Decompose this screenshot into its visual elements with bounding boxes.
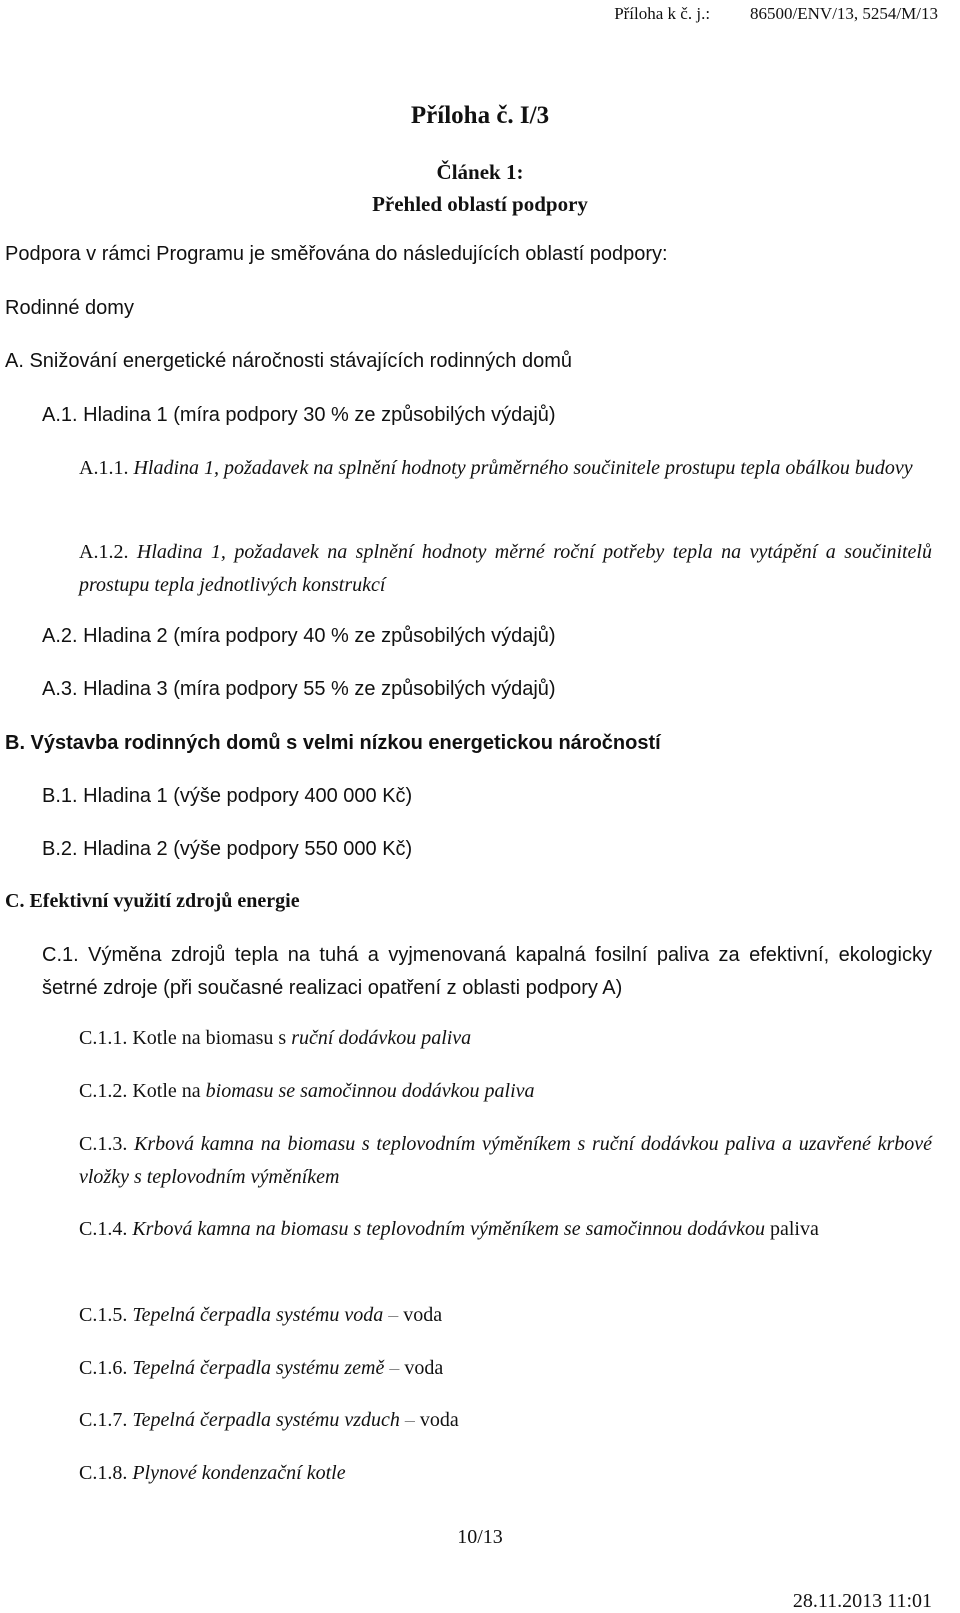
article-name: Přehled oblastí podpory <box>372 192 588 216</box>
header-reference: 86500/ENV/13, 5254/M/13 <box>750 4 938 23</box>
item-c18 <box>79 1462 346 1485</box>
item-a12-text: Hladina 1, požadavek na splnění hodnoty měrné roční potřeby tepla na vytápění a součinitelů prostupu tepla jednotlivých konstrukcí <box>79 541 932 596</box>
item-c14-italic: Krbová kamna na biomasu s teplovodním výměníkem se samočinnou dodávkou <box>132 1218 765 1240</box>
item-c16-text: voda <box>404 1357 444 1379</box>
article-number: Článek 1: <box>436 160 524 184</box>
item-c11-text: Kotle na biomasu s <box>132 1027 287 1049</box>
intro-text: Podpora v rámci Programu je směřována do následujících oblastí podpory: <box>5 243 668 265</box>
page-number: 10/13 <box>457 1526 503 1548</box>
item-c17-dash: – <box>404 1409 415 1431</box>
item-a12-number: A.1.2. <box>79 541 129 563</box>
item-c13-italic: Krbová kamna na biomasu s teplovodním výměníkem s ruční dodávkou paliva a uzavřené krbové vložky s teplovodním výměníkem <box>79 1133 933 1188</box>
item-b2: B.2. Hladina 2 (výše podpory 550 000 Kč) <box>42 838 413 860</box>
page-title: Příloha č. I/3 <box>410 102 550 129</box>
section-heading-rodinne-domy: Rodinné domy <box>5 297 134 319</box>
item-a12 <box>79 536 932 602</box>
item-a3: A.3. Hladina 3 (míra podpory 55 % ze způsobilých výdajů) <box>42 678 556 700</box>
item-a1: A.1. Hladina 1 (míra podpory 30 % ze způsobilých výdajů) <box>42 404 556 426</box>
item-c15-dash: – <box>388 1304 399 1326</box>
item-c15-number: C.1.5. <box>79 1304 128 1326</box>
item-c18-number: C.1.8. <box>79 1462 128 1484</box>
item-a2: A.2. Hladina 2 (míra podpory 40 % ze způsobilých výdajů) <box>42 625 556 647</box>
item-c17 <box>79 1409 459 1432</box>
item-c14-text: paliva <box>770 1218 819 1240</box>
section-b-heading: B. Výstavba rodinných domů s velmi nízkou energetickou náročností <box>5 732 661 754</box>
item-a11 <box>79 452 932 485</box>
item-c17-italic: Tepelná čerpadla systému vzduch <box>132 1409 400 1431</box>
item-c16 <box>79 1357 443 1380</box>
item-c12-italic: biomasu se samočinnou dodávkou paliva <box>205 1080 535 1102</box>
item-c13 <box>79 1128 932 1194</box>
page-header <box>614 4 938 24</box>
item-a11-text: Hladina 1, požadavek na splnění hodnoty průměrného součinitele prostupu tepla obálkou budovy <box>133 457 913 479</box>
item-c12-text: Kotle na <box>132 1080 201 1102</box>
print-datetime: 28.11.2013 11:01 <box>792 1590 932 1612</box>
item-c16-italic: Tepelná čerpadla systému země <box>132 1357 385 1379</box>
item-c12 <box>79 1080 535 1103</box>
item-c11 <box>79 1027 471 1050</box>
item-c1: C.1. Výměna zdrojů tepla na tuhá a vyjmenovaná kapalná fosilní paliva za efektivní, ekologicky šetrné zdroje (při současné realizaci opatření z oblasti podpory A) <box>42 944 932 999</box>
item-c14 <box>79 1213 932 1246</box>
item-c12-number: C.1.2. <box>79 1080 128 1102</box>
item-c17-number: C.1.7. <box>79 1409 128 1431</box>
item-c11-italic: ruční dodávkou paliva <box>291 1027 472 1049</box>
item-b1: B.1. Hladina 1 (výše podpory 400 000 Kč) <box>42 785 413 807</box>
item-c14-number: C.1.4. <box>79 1218 128 1240</box>
item-c15 <box>79 1304 442 1327</box>
item-c17-text: voda <box>419 1409 459 1431</box>
item-c18-italic: Plynové kondenzační kotle <box>132 1462 346 1484</box>
section-a-heading: A. Snižování energetické náročnosti stávajících rodinných domů <box>5 350 572 372</box>
item-c16-number: C.1.6. <box>79 1357 128 1379</box>
item-c15-italic: Tepelná čerpadla systému voda <box>132 1304 384 1326</box>
item-c11-number: C.1.1. <box>79 1027 128 1049</box>
section-c-heading: C. Efektivní využití zdrojů energie <box>5 890 300 912</box>
item-c16-dash: – <box>389 1357 400 1379</box>
header-label: Příloha k č. j.: <box>614 4 711 23</box>
item-c13-number: C.1.3. <box>79 1133 128 1155</box>
item-a11-number: A.1.1. <box>79 457 129 479</box>
item-c15-text: voda <box>403 1304 443 1326</box>
